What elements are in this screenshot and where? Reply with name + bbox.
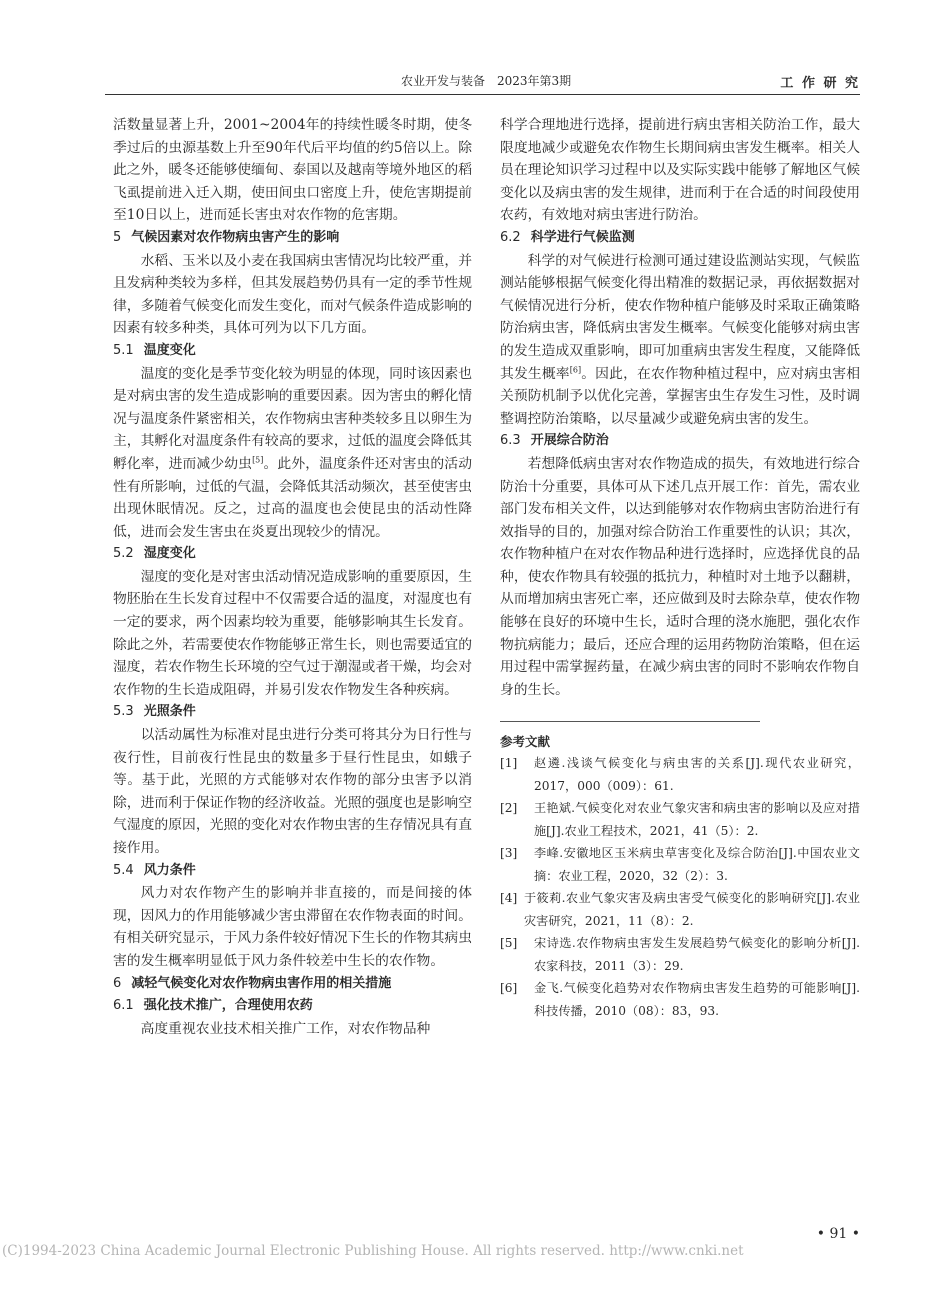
reference-item: [1] 赵遴.浅谈气候变化与病虫害的关系[J].现代农业研究，2017，000（009）：61. xyxy=(500,756,860,793)
paragraph: 若想降低病虫害对农作物造成的损失，有效地进行综合防治十分重要，具体可从下述几点开展工作：首先，需农业部门发布相关文件，以达到能够对农作物病虫害防治进行有效指导的目的，加强对综合防治工作重要性的认识；其次，农作物种植户在对农作物品种进行选择时，应选择优良的品种，使农作物具有较强的抵抗力，种植时对土地予以翻耕，从而增加病虫害死亡率，还应做到及时去除杂草，使农作物能够在良好的环境中生长，适时合理的浇水施肥，强化农作物抗病能力；最后，还应合理的运用药物防治策略，但在运用过程中需掌握药量，在减少病虫害的同时不影响农作物自身的生长。 xyxy=(500,455,860,698)
copyright-watermark: (C)1994-2023 China Academic Journal Electronic Publishing House. All rights reserved. http://www.cnki.net xyxy=(2,1243,744,1259)
section-heading-5-2: 5.2 湿度变化 xyxy=(113,546,196,562)
section-heading-5: 5 气候因素对农作物病虫害产生的影响 xyxy=(113,229,340,245)
paragraph: 科学的对气候进行检测可通过建设监测站实现，气候监测站能够根据气候变化得出精准的数据记录，再依据数据对气候情况进行分析，使农作物种植户能够及时采取正确策略防治病虫害，降低病虫害发生概率。气候变化能够对病虫害的发生造成双重影响，即可加重病虫害发生程度，又能降低其发生概率[6]。因此，在农作物种植过程中，应对病虫害相关预防机制予以优化完善，掌握害虫生存发生习性，及时调整调控防治策略，以尽量减少或避免病虫害的发生。 xyxy=(500,252,861,427)
reference-item: [2] 王艳斌.气候变化对农业气象灾害和病虫害的影响以及应对措施[J].农业工程技术，2021，41（5）：2. xyxy=(500,801,860,838)
references-title: 参考文献 xyxy=(500,734,551,750)
citation-6[interactable]: [6] xyxy=(569,364,582,374)
reference-item: [5] 宋诗选.农作物病虫害发生发展趋势气候变化的影响分析[J].农家科技，2011（3）：29. xyxy=(500,936,860,973)
reference-item: [3] 李峰.安徽地区玉米病虫草害变化及综合防治[J].中国农业文摘：农业工程，2020，32（2）：3. xyxy=(500,846,860,883)
reference-list xyxy=(500,752,860,1022)
reference-item: [4] 于筱莉.农业气象灾害及病虫害受气候变化的影响研究[J].农业灾害研究，2021，11（8）：2. xyxy=(500,891,860,928)
section-heading-6-2: 6.2 科学进行气候监测 xyxy=(500,229,635,245)
paragraph: 科学合理地进行选择，提前进行病虫害相关防治工作，最大限度地减少或避免农作物生长期间病虫害发生概率。相关人员在理论知识学习过程中以及实际实践中能够了解地区气候变化以及病虫害的发生规律，进而利于在合适的时间段使用农药，有效地对病虫害进行防治。 xyxy=(500,117,860,224)
section-heading-5-4: 5.4 风力条件 xyxy=(113,862,196,878)
paragraph: 水稻、玉米以及小麦在我国病虫害情况均比较严重，并且发病种类较为多样，但其发展趋势仍具有一定的季节性规律，多随着气候变化而发生变化，而对气候条件造成影响的因素有较多种类，具体可列为以下几方面。 xyxy=(113,252,472,337)
page-number: • 91 • xyxy=(816,1226,860,1242)
running-header xyxy=(105,72,860,92)
reference-item: [6] 金飞.气候变化趋势对农作物病虫害发生趋势的可能影响[J].科技传播，2010（08）：83，93. xyxy=(500,981,860,1018)
citation-5[interactable]: [5] xyxy=(252,455,264,465)
paragraph: 高度重视农业技术相关推广工作，对农作物品种 xyxy=(140,1020,431,1037)
section-heading-6: 6 减轻气候变化对农作物病虫害作用的相关措施 xyxy=(113,975,392,991)
section-heading-6-1: 6.1 强化技术推广，合理使用农药 xyxy=(113,998,313,1014)
left-column xyxy=(113,114,472,1040)
right-column xyxy=(500,114,860,1022)
paragraph: 活数量显著上升，2001~2004年的持续性暖冬时期，使冬季过后的虫源基数上升至90年代后平均值的约5倍以上。除此之外，暖冬还能够使缅甸、泰国以及越南等境外地区的稻飞虱提前进入迁入期，使田间虫口密度上升，使危害期提前至10日以上，进而延长害虫对农作物的危害期。 xyxy=(113,117,472,224)
section-heading-5-1: 5.1 温度变化 xyxy=(113,342,196,358)
journal-issue: 农业开发与装备 2023年第3期 xyxy=(401,74,572,88)
paragraph: 风力对农作物产生的影响并非直接的，而是间接的体现，因风力的作用能够减少害虫滞留在农作物表面的时间。有相关研究显示，于风力条件较好情况下生长的作物其病虫害的发生概率明显低于风力条件较差中生长的农作物。 xyxy=(113,885,472,969)
paragraph: 湿度的变化是对害虫活动情况造成影响的重要原因，生物胚胎在生长发育过程中不仅需要合适的温度，对湿度也有一定的要求，两个因素均较为重要，能够影响其生长发育。除此之外，若需要使农作物能够正常生长，则也需要适宜的湿度，若农作物生长环境的空气过于潮湿或者干燥，均会对农作物的生长造成阻碍，并易引发农作物发生各种疾病。 xyxy=(113,568,472,698)
section-heading-6-3: 6.3 开展综合防治 xyxy=(500,433,609,449)
header-rule xyxy=(105,94,860,95)
section-heading-5-3: 5.3 光照条件 xyxy=(113,704,196,720)
references-rule xyxy=(500,721,760,722)
paragraph: 温度的变化是季节变化较为明显的体现，同时该因素也是对病虫害的发生造成影响的重要因素。因为害虫的孵化情况与温度条件紧密相关，农作物病虫害种类较多且以卵生为主，其孵化对温度条件有较高的要求，过低的温度会降低其孵化率，进而减少幼虫[5]。此外，温度条件还对害虫的活动性有所影响，过低的气温，会降低其活动频次，甚至使害虫出现休眠情况。反之，过高的温度也会使昆虫的活动性降低，进而会发生害虫在炎夏出现较少的情况。 xyxy=(113,365,472,540)
section-label: 工 作 研 究 xyxy=(780,76,860,91)
paragraph: 以活动属性为标准对昆虫进行分类可将其分为日行性与夜行性，目前夜行性昆虫的数量多于昼行性昆虫，如蛾子等。基于此，光照的方式能够对农作物的部分虫害予以消除，进而利于保证作物的经济收益。光照的强度也是影响空气湿度的原因，光照的变化对农作物虫害的生存情况具有直接作用。 xyxy=(113,727,472,856)
